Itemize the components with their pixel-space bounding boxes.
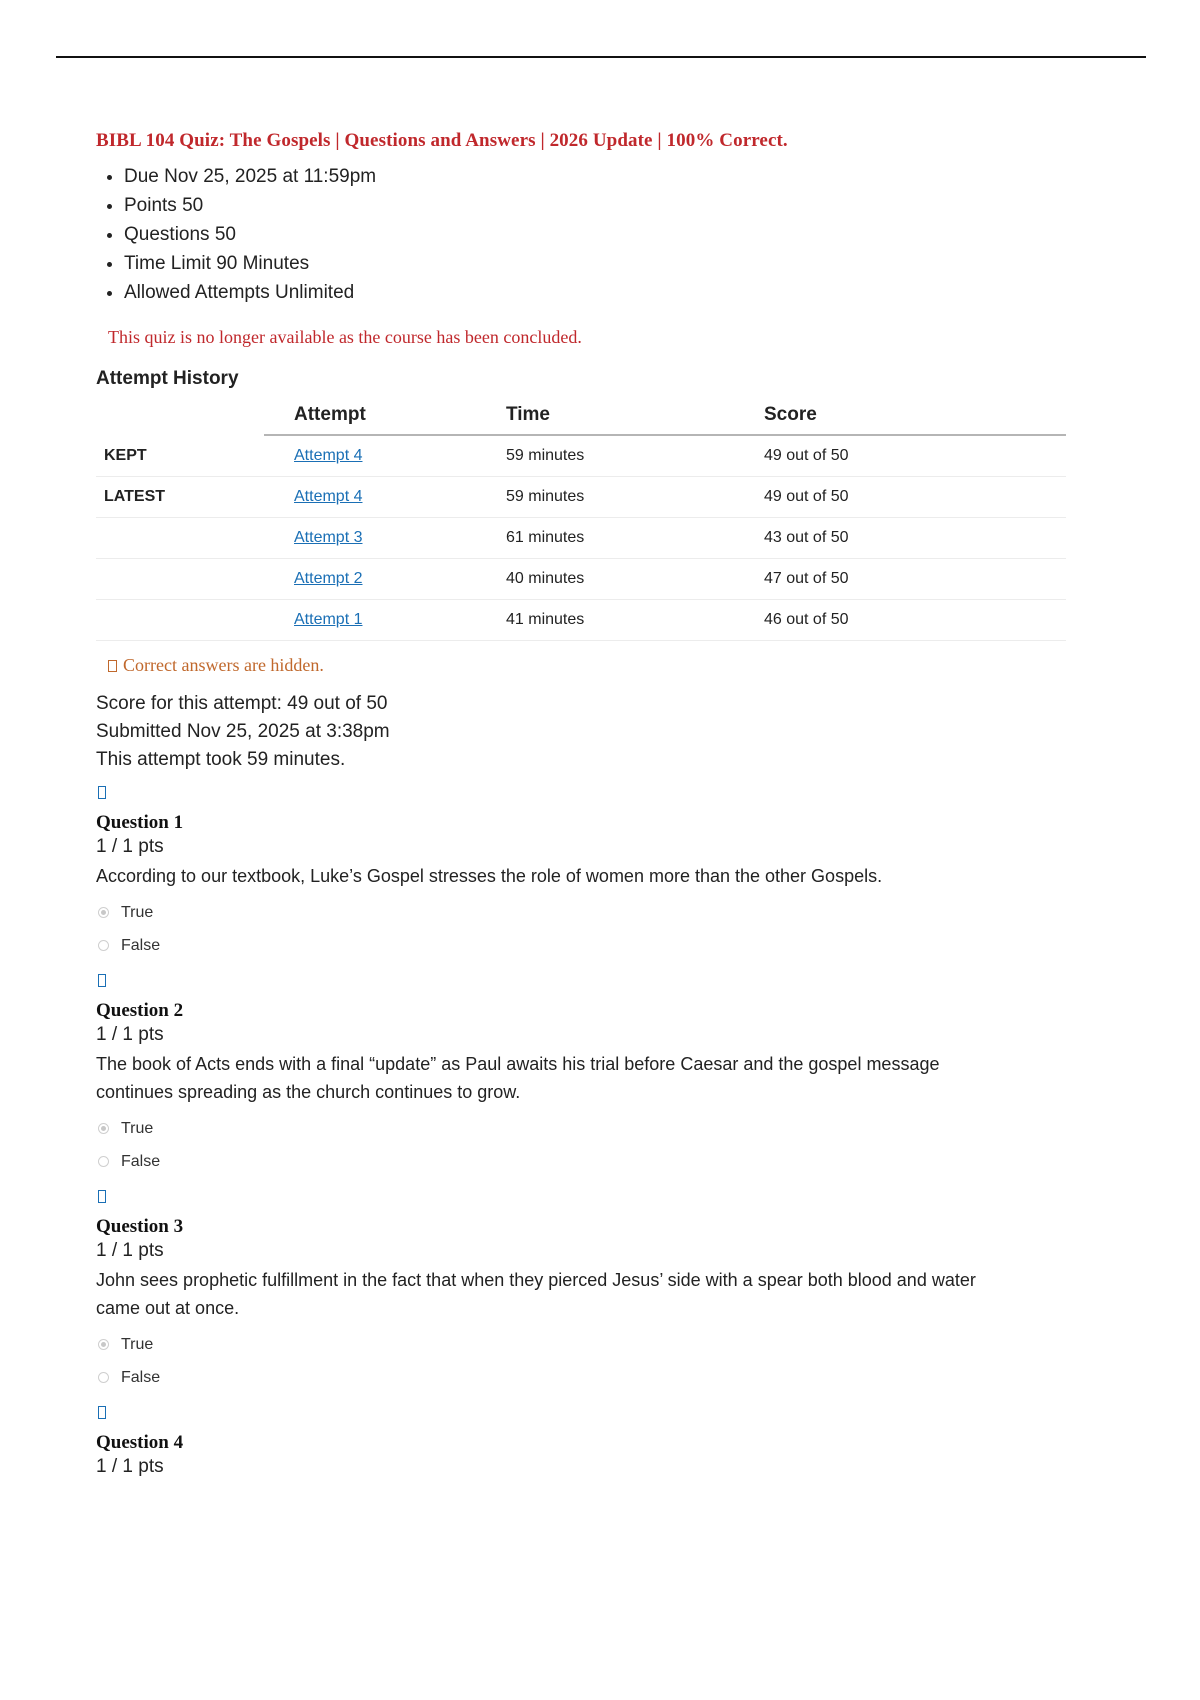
question-title: Question 1 — [96, 812, 184, 833]
answer-label: True — [121, 1335, 154, 1353]
radio-icon[interactable] — [98, 1156, 109, 1167]
attempt-score: 49 out of 50 — [764, 435, 1066, 477]
question-points: 1 / 1 pts — [96, 836, 164, 857]
answer-option[interactable] — [96, 1361, 1076, 1394]
attempt-score: 49 out of 50 — [764, 477, 1066, 518]
question-points: 1 / 1 pts — [96, 1240, 164, 1261]
table-header-row — [96, 398, 1066, 435]
attempt-column-header: Attempt — [264, 398, 506, 435]
answer-option[interactable] — [96, 1112, 1076, 1145]
answer-label: False — [121, 936, 161, 954]
attempt-tag: LATEST — [96, 477, 264, 518]
attempt-link[interactable]: Attempt 4 — [294, 447, 363, 464]
question-count: • Questions 50 — [124, 220, 1076, 249]
radio-selected-icon[interactable] — [98, 1339, 109, 1350]
table-row — [96, 518, 1066, 559]
correct-answers-hidden-note — [108, 655, 1076, 676]
attempt-score-summary: Score for this attempt: 49 out of 50 — [96, 693, 388, 714]
question-2 — [96, 974, 1076, 1178]
question-flag-icon[interactable] — [98, 974, 106, 987]
question-text: John sees prophetic fulfillment in the fact that when they pierced Jesus’ side with a spear both blood and water came out at once. — [96, 1270, 976, 1318]
quiz-details — [96, 162, 1076, 307]
question-title: Question 4 — [96, 1432, 184, 1453]
answer-label: False — [121, 1152, 161, 1170]
question-points: 1 / 1 pts — [96, 1024, 164, 1045]
attempt-history-table — [96, 398, 1066, 641]
attempt-time: 61 minutes — [506, 518, 764, 559]
time-limit: • Time Limit 90 Minutes — [124, 249, 1076, 278]
question-title: Question 3 — [96, 1216, 184, 1237]
attempt-score: 47 out of 50 — [764, 559, 1066, 600]
answer-option[interactable] — [96, 929, 1076, 962]
attempt-tag — [96, 600, 264, 641]
attempt-score: 43 out of 50 — [764, 518, 1066, 559]
question-flag-icon[interactable] — [98, 786, 106, 799]
attempt-time: 41 minutes — [506, 600, 764, 641]
radio-selected-icon[interactable] — [98, 907, 109, 918]
answer-label: False — [121, 1368, 161, 1386]
table-row — [96, 559, 1066, 600]
hidden-note-text: Correct answers are hidden. — [123, 655, 324, 675]
question-points: 1 / 1 pts — [96, 1456, 164, 1477]
attempt-history-heading: Attempt History — [96, 368, 239, 389]
radio-icon[interactable] — [98, 1372, 109, 1383]
question-3 — [96, 1190, 1076, 1394]
attempt-tag — [96, 559, 264, 600]
quiz-unavailable-notice: This quiz is no longer available as the course has been concluded. — [108, 327, 582, 347]
radio-selected-icon[interactable] — [98, 1123, 109, 1134]
attempt-link[interactable]: Attempt 2 — [294, 570, 363, 587]
answer-option[interactable] — [96, 896, 1076, 929]
allowed-attempts: • Allowed Attempts Unlimited — [124, 278, 1076, 307]
attempt-time: 40 minutes — [506, 559, 764, 600]
attempt-link[interactable]: Attempt 4 — [294, 488, 363, 505]
time-column-header: Time — [506, 398, 764, 435]
question-4 — [96, 1406, 1076, 1478]
points: • Points 50 — [124, 191, 1076, 220]
table-row — [96, 477, 1066, 518]
question-text: The book of Acts ends with a final “update” as Paul awaits his trial before Caesar and the gospel message continues spreading as the church continues to grow. — [96, 1054, 940, 1102]
table-row — [96, 435, 1066, 477]
info-icon — [108, 660, 117, 672]
radio-icon[interactable] — [98, 940, 109, 951]
attempt-link[interactable]: Attempt 3 — [294, 529, 363, 546]
answer-option[interactable] — [96, 1328, 1076, 1361]
attempt-tag — [96, 518, 264, 559]
table-row — [96, 600, 1066, 641]
attempt-duration: This attempt took 59 minutes. — [96, 749, 346, 770]
submitted-time: Submitted Nov 25, 2025 at 3:38pm — [96, 721, 390, 742]
question-text: According to our textbook, Luke’s Gospel stresses the role of women more than the other Gospels. — [96, 866, 883, 886]
tag-column-header — [96, 398, 264, 435]
answer-label: True — [121, 903, 154, 921]
document-title: BIBL 104 Quiz: The Gospels | Questions and Answers | 2026 Update | 100% Correct. — [96, 130, 788, 151]
question-1 — [96, 786, 1076, 962]
attempt-summary — [96, 690, 1076, 774]
question-flag-icon[interactable] — [98, 1406, 106, 1419]
top-rule — [56, 56, 1146, 58]
attempt-tag: KEPT — [96, 435, 264, 477]
question-flag-icon[interactable] — [98, 1190, 106, 1203]
attempt-time: 59 minutes — [506, 435, 764, 477]
attempt-time: 59 minutes — [506, 477, 764, 518]
question-title: Question 2 — [96, 1000, 184, 1021]
attempt-score: 46 out of 50 — [764, 600, 1066, 641]
attempt-link[interactable]: Attempt 1 — [294, 611, 363, 628]
answer-option[interactable] — [96, 1145, 1076, 1178]
due-date: • Due Nov 25, 2025 at 11:59pm — [124, 162, 1076, 191]
answer-label: True — [121, 1119, 154, 1137]
quiz-page — [96, 130, 1076, 1490]
score-column-header: Score — [764, 398, 1066, 435]
